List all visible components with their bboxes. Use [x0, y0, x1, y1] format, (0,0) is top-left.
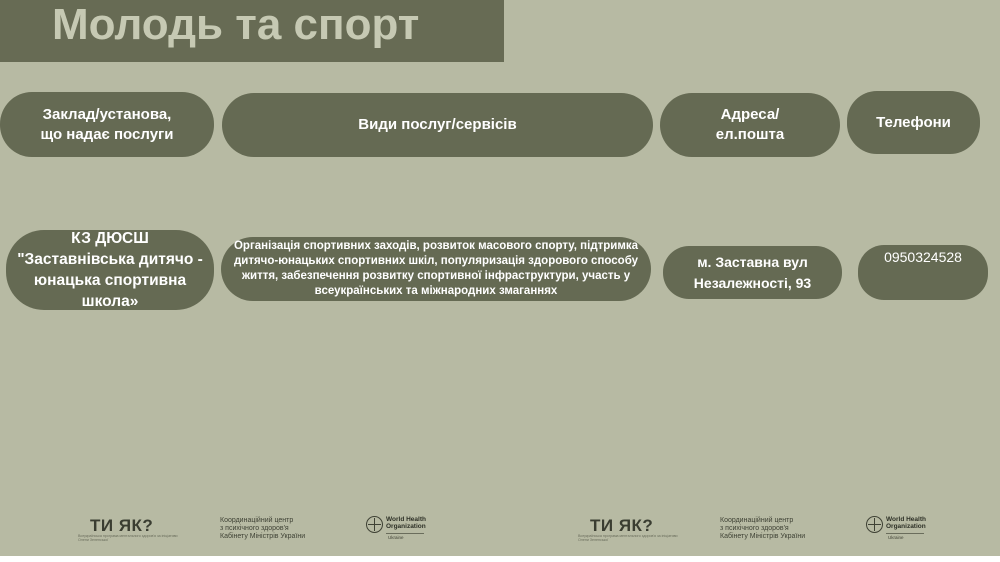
who-logo	[366, 516, 430, 533]
cell-phone	[858, 245, 988, 300]
cell-address	[663, 246, 842, 299]
cell-phone-text: 0950324528	[884, 249, 962, 265]
coordination-center-logo-2: Координаційний центр з психічного здоров'я Кабінету Міністрів України	[720, 517, 806, 540]
header-address-label: Адреса/ ел.пошта	[715, 106, 785, 143]
globe-icon	[366, 516, 383, 533]
cell-services-text: Організація спортивних заходів, розвиток масового спорту, підтримка дитячо-юнацьких спортивних шкіл, популяризація здорового способу життя, забезпечення розвитку спортивної інфраструктури, участь у всеукраїнських та міжнародних змаганнях	[233, 240, 639, 297]
ti-yak-logo: ТИ ЯК?	[90, 516, 154, 535]
footer-logos	[0, 508, 1000, 548]
who-name: World Health Organization	[386, 516, 426, 530]
header-institution	[0, 92, 214, 157]
who-divider	[386, 533, 424, 534]
who-name-2: World Health Organization	[886, 516, 926, 530]
header-institution-label: Заклад/установа, що надає послуги	[40, 105, 174, 143]
header-address	[660, 93, 840, 157]
who-divider-2	[886, 533, 924, 534]
header-services	[222, 93, 653, 157]
who-region-2: Ukraine	[888, 535, 904, 540]
cell-institution-text: КЗ ДЮСШ "Заставнівська дитячо - юнацька спортивна школа»	[17, 230, 203, 310]
title-banner	[0, 0, 504, 62]
page-title: Молодь та спорт	[52, 0, 420, 49]
who-region: Ukraine	[388, 535, 404, 540]
header-phones	[847, 91, 980, 154]
ti-yak-subtitle: Всеукраїнська програма ментального здоров'я за ініціативи Олени Зеленської	[78, 534, 178, 542]
ti-yak-subtitle-2: Всеукраїнська програма ментального здоров'я за ініціативи Олени Зеленської	[578, 534, 678, 542]
who-logo-2	[866, 516, 930, 533]
coordination-center-logo: Координаційний центр з психічного здоров'я Кабінету Міністрів України	[220, 517, 306, 540]
cell-address-text: м. Заставна вул Незалежності, 93	[693, 253, 812, 291]
header-phones-label: Телефони	[876, 113, 951, 131]
globe-icon	[866, 516, 883, 533]
cell-services	[221, 237, 651, 301]
header-services-label: Види послуг/сервісів	[358, 116, 517, 133]
ti-yak-logo-2: ТИ ЯК?	[590, 516, 654, 535]
cell-institution	[6, 230, 214, 310]
